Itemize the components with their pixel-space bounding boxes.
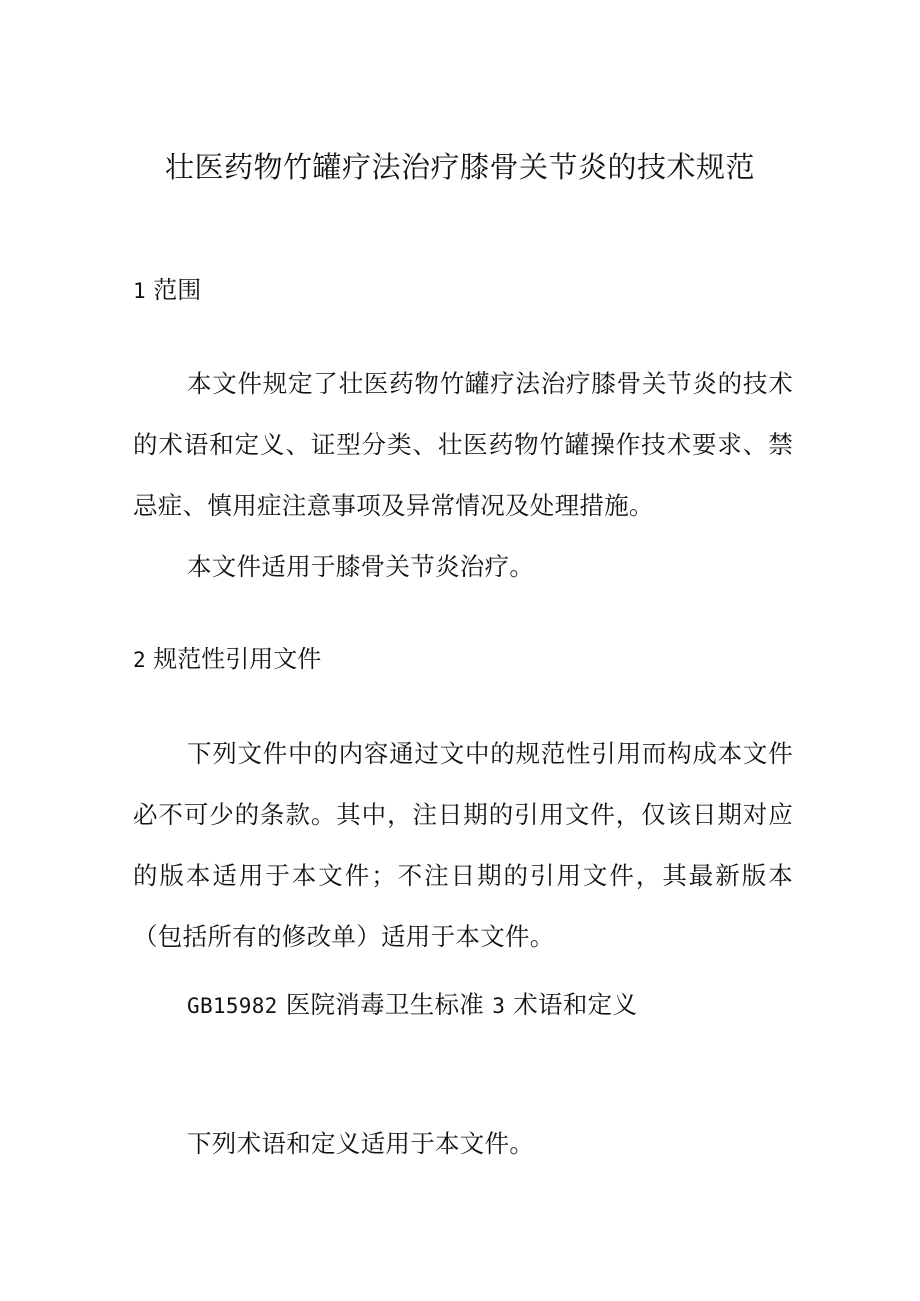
paragraph-normative-references: 下列文件中的内容通过文中的规范性引用而构成本文件必不可少的条款。其中，注日期的引用文件，仅该日期对应的版本适用于本文件；不注日期的引用文件，其最新版本（包括所有的修改单）适用于本文件。 xyxy=(133,739,793,951)
section-title: 规范性引用文件 xyxy=(153,645,322,673)
section-title: 术语和定义 xyxy=(513,990,638,1019)
reference-code: GB15982 xyxy=(187,994,278,1018)
document-title: 壮医药物竹罐疗法治疗膝骨关节炎的技术规范 xyxy=(164,150,755,184)
paragraph-terms-applicability: 下列术语和定义适用于本文件。 xyxy=(187,1129,535,1158)
section-heading-scope xyxy=(133,270,201,311)
section-number: 1 xyxy=(133,279,146,303)
section-heading-normative-references xyxy=(133,639,321,680)
paragraph-scope-definition: 本文件规定了壮医药物竹罐疗法治疗膝骨关节炎的技术的术语和定义、证型分类、壮医药物竹罐操作技术要求、禁忌症、慎用症注意事项及异常情况及处理措施。 xyxy=(133,369,793,520)
paragraph-scope-applicability: 本文件适用于膝骨关节炎治疗。 xyxy=(187,552,535,581)
reference-line xyxy=(133,974,793,1037)
section-number: 3 xyxy=(492,994,506,1018)
reference-name: 医院消毒卫生标准 xyxy=(285,990,485,1019)
section-title: 范围 xyxy=(153,276,202,304)
section-number: 2 xyxy=(133,648,146,672)
